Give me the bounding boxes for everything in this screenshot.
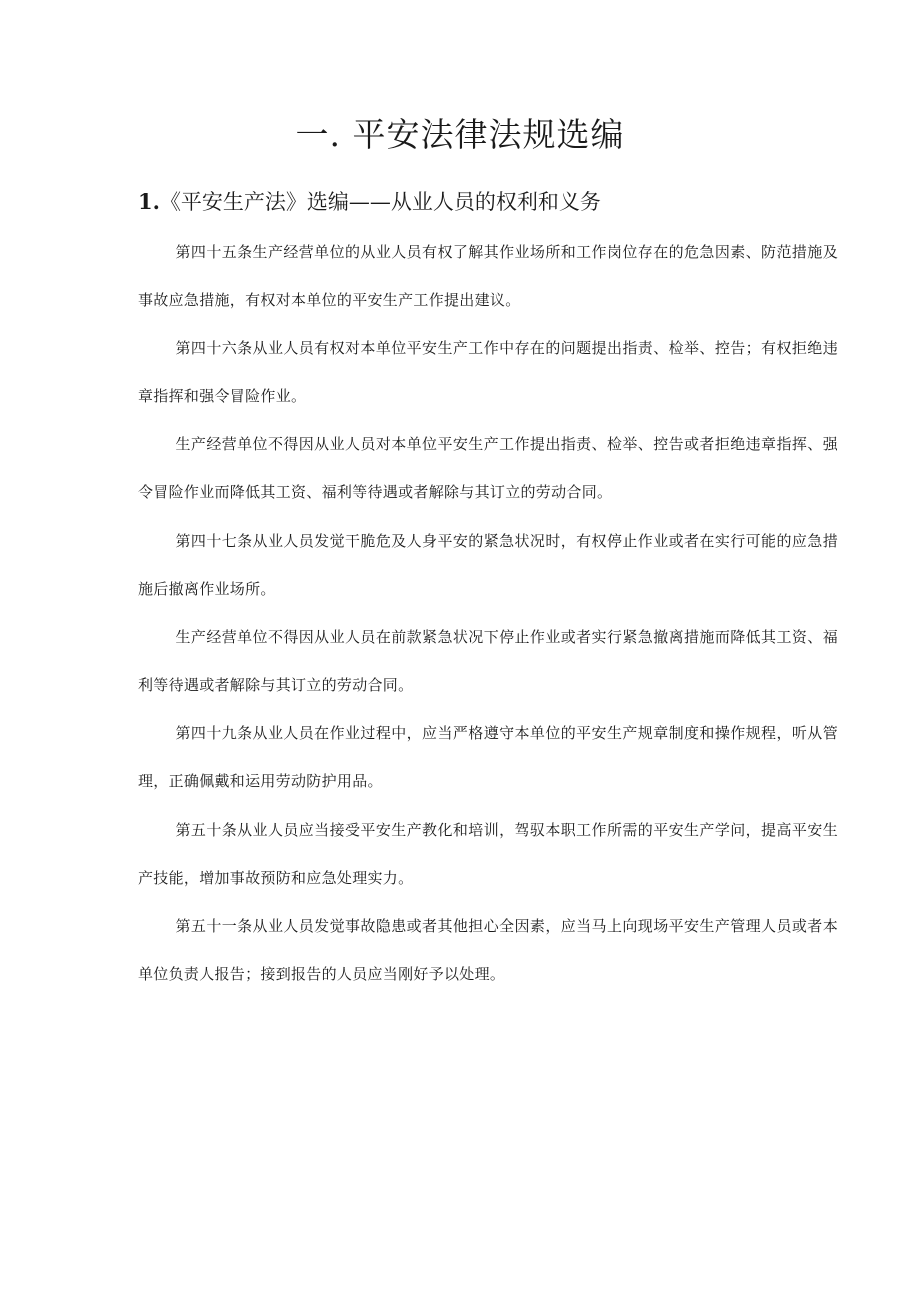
page-title: 一. 平安法律法规选编 (295, 115, 625, 154)
paragraph-article-51: 第五十一条从业人员发觉事故隐患或者其他担心全因素，应当马上向现场平安生产管理人员或者本单位负责人报告；接到报告的人员应当刚好予以处理。 (138, 917, 838, 983)
paragraph-article-50: 第五十条从业人员应当接受平安生产教化和培训，驾驭本职工作所需的平安生产学问，提高平安生产技能，增加事故预防和应急处理实力。 (138, 821, 838, 887)
paragraph-article-46-clause: 生产经营单位不得因从业人员对本单位平安生产工作提出指责、检举、控告或者拒绝违章指挥、强令冒险作业而降低其工资、福利等待遇或者解除与其订立的劳动合同。 (138, 435, 838, 501)
paragraph-article-46: 第四十六条从业人员有权对本单位平安生产工作中存在的问题提出指责、检举、控告；有权拒绝违章指挥和强令冒险作业。 (138, 339, 838, 405)
paragraph-article-47-clause: 生产经营单位不得因从业人员在前款紧急状况下停止作业或者实行紧急撤离措施而降低其工资、福利等待遇或者解除与其订立的劳动合同。 (138, 628, 838, 694)
paragraph-article-45: 第四十五条生产经营单位的从业人员有权了解其作业场所和工作岗位存在的危急因素、防范措施及事故应急措施，有权对本单位的平安生产工作提出建议。 (138, 243, 838, 309)
section-heading-text: 《平安生产法》选编——从业人员的权利和义务 (159, 190, 601, 214)
paragraph-article-49: 第四十九条从业人员在作业过程中，应当严格遵守本单位的平安生产规章制度和操作规程，听从管理，正确佩戴和运用劳动防护用品。 (138, 724, 838, 790)
section-number: 1. (138, 189, 160, 214)
paragraph-article-47: 第四十七条从业人员发觉干脆危及人身平安的紧急状况时，有权停止作业或者在实行可能的应急措施后撤离作业场所。 (138, 532, 838, 598)
section-heading (138, 184, 601, 220)
